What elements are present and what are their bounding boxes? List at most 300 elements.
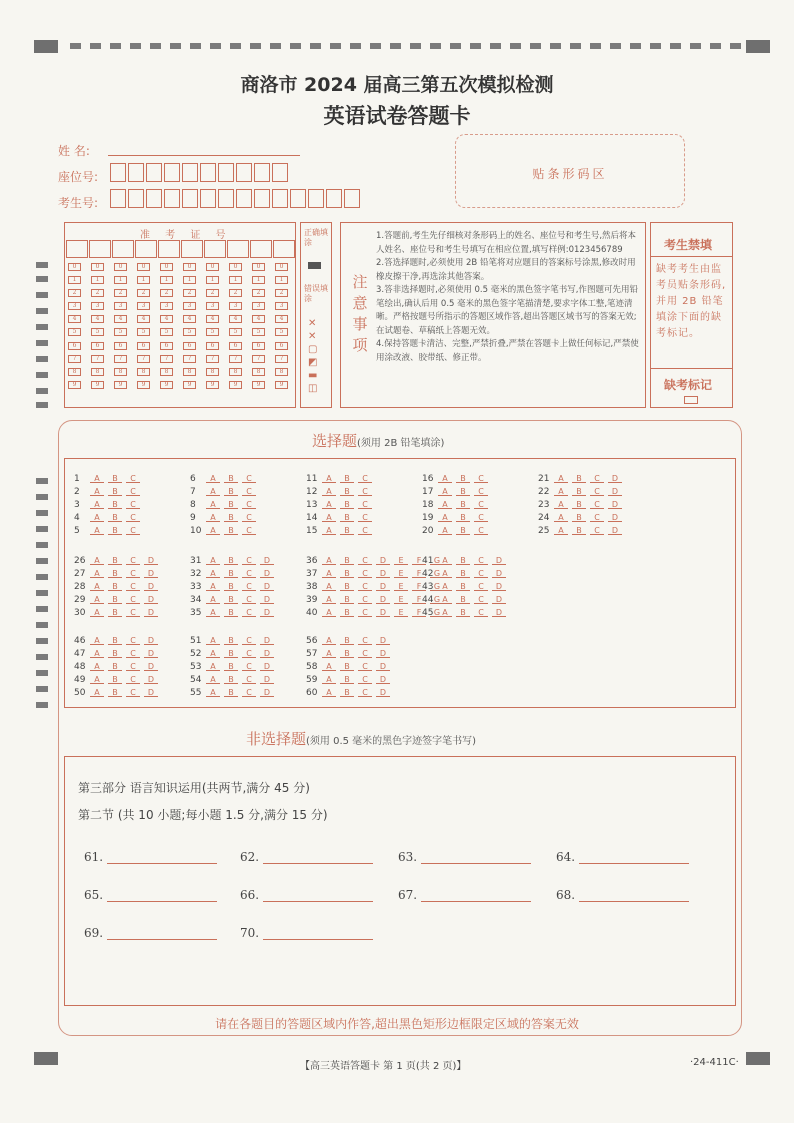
- exam-id-write-cell[interactable]: [135, 240, 157, 258]
- option-bubble[interactable]: B: [108, 689, 122, 697]
- option-bubble[interactable]: A: [90, 689, 104, 697]
- option-bubble[interactable]: B: [340, 488, 354, 496]
- exam-id-write-cell[interactable]: [66, 240, 88, 258]
- option-bubble[interactable]: A: [90, 676, 104, 684]
- option-bubble[interactable]: D: [376, 596, 390, 604]
- option-bubble[interactable]: A: [90, 475, 104, 483]
- option-bubble[interactable]: A: [322, 527, 336, 535]
- option-bubble[interactable]: C: [358, 663, 372, 671]
- exam-id-bubble[interactable]: 2: [137, 289, 150, 297]
- blank-70[interactable]: [240, 926, 373, 940]
- option-bubble[interactable]: C: [590, 501, 604, 509]
- option-bubble[interactable]: A: [90, 663, 104, 671]
- option-bubble[interactable]: C: [242, 488, 256, 496]
- option-bubble[interactable]: A: [206, 689, 220, 697]
- exam-id-bubble[interactable]: 7: [229, 355, 242, 363]
- option-bubble[interactable]: B: [108, 583, 122, 591]
- option-bubble[interactable]: C: [242, 475, 256, 483]
- option-bubble[interactable]: D: [608, 501, 622, 509]
- exam-id-bubble[interactable]: 5: [68, 328, 81, 336]
- option-bubble[interactable]: A: [322, 583, 336, 591]
- option-bubble[interactable]: A: [206, 514, 220, 522]
- exam-id-bubble[interactable]: 8: [91, 368, 104, 376]
- option-bubble[interactable]: B: [340, 650, 354, 658]
- option-bubble[interactable]: D: [260, 637, 274, 645]
- option-bubble[interactable]: B: [456, 488, 470, 496]
- option-bubble[interactable]: D: [260, 570, 274, 578]
- option-bubble[interactable]: A: [554, 488, 568, 496]
- option-bubble[interactable]: A: [438, 488, 452, 496]
- option-bubble[interactable]: E: [394, 609, 408, 617]
- option-bubble[interactable]: A: [90, 557, 104, 565]
- option-bubble[interactable]: D: [260, 676, 274, 684]
- exam-id-bubble[interactable]: 9: [91, 381, 104, 389]
- option-bubble[interactable]: C: [126, 596, 140, 604]
- seat-box[interactable]: [128, 163, 144, 182]
- exam-id-bubble[interactable]: 9: [160, 381, 173, 389]
- option-bubble[interactable]: A: [554, 527, 568, 535]
- option-bubble[interactable]: C: [126, 609, 140, 617]
- exam-id-bubble[interactable]: 5: [183, 328, 196, 336]
- option-bubble[interactable]: B: [572, 475, 586, 483]
- option-bubble[interactable]: B: [340, 557, 354, 565]
- blank-line[interactable]: [421, 890, 531, 902]
- exam-id-bubble[interactable]: 2: [206, 289, 219, 297]
- exam-id-bubble[interactable]: 5: [137, 328, 150, 336]
- option-bubble[interactable]: B: [224, 596, 238, 604]
- option-bubble[interactable]: B: [456, 527, 470, 535]
- blank-69[interactable]: [84, 926, 217, 940]
- option-bubble[interactable]: A: [438, 527, 452, 535]
- option-bubble[interactable]: B: [456, 583, 470, 591]
- option-bubble[interactable]: D: [144, 583, 158, 591]
- exam-box[interactable]: [182, 189, 198, 208]
- exam-id-bubble[interactable]: 7: [275, 355, 288, 363]
- exam-id-bubble[interactable]: 2: [91, 289, 104, 297]
- exam-id-bubble[interactable]: 1: [183, 276, 196, 284]
- exam-id-bubble[interactable]: 9: [137, 381, 150, 389]
- exam-id-bubble[interactable]: 8: [137, 368, 150, 376]
- option-bubble[interactable]: F: [412, 609, 426, 617]
- option-bubble[interactable]: B: [456, 557, 470, 565]
- option-bubble[interactable]: D: [492, 570, 506, 578]
- blank-line[interactable]: [107, 928, 217, 940]
- option-bubble[interactable]: A: [322, 514, 336, 522]
- option-bubble[interactable]: A: [554, 501, 568, 509]
- exam-id-bubble[interactable]: 6: [91, 342, 104, 350]
- exam-id-bubble[interactable]: 4: [183, 315, 196, 323]
- option-bubble[interactable]: B: [224, 689, 238, 697]
- option-bubble[interactable]: A: [206, 488, 220, 496]
- option-bubble[interactable]: F: [412, 583, 426, 591]
- option-bubble[interactable]: D: [260, 557, 274, 565]
- option-bubble[interactable]: D: [376, 689, 390, 697]
- option-bubble[interactable]: A: [322, 609, 336, 617]
- option-bubble[interactable]: A: [438, 557, 452, 565]
- exam-id-bubble[interactable]: 1: [137, 276, 150, 284]
- option-bubble[interactable]: G: [430, 570, 444, 578]
- option-bubble[interactable]: C: [358, 514, 372, 522]
- exam-id-bubble[interactable]: 8: [183, 368, 196, 376]
- exam-id-bubble[interactable]: 6: [206, 342, 219, 350]
- option-bubble[interactable]: B: [224, 609, 238, 617]
- option-bubble[interactable]: B: [108, 663, 122, 671]
- option-bubble[interactable]: D: [260, 583, 274, 591]
- exam-id-write-cell[interactable]: [273, 240, 295, 258]
- option-bubble[interactable]: A: [90, 488, 104, 496]
- option-bubble[interactable]: C: [474, 609, 488, 617]
- option-bubble[interactable]: C: [242, 689, 256, 697]
- option-bubble[interactable]: A: [322, 488, 336, 496]
- exam-id-bubble[interactable]: 8: [229, 368, 242, 376]
- option-bubble[interactable]: A: [322, 676, 336, 684]
- option-bubble[interactable]: A: [206, 637, 220, 645]
- option-bubble[interactable]: C: [242, 514, 256, 522]
- exam-id-bubble[interactable]: 5: [91, 328, 104, 336]
- option-bubble[interactable]: B: [224, 650, 238, 658]
- exam-id-bubble[interactable]: 8: [68, 368, 81, 376]
- option-bubble[interactable]: E: [394, 583, 408, 591]
- exam-id-bubble[interactable]: 2: [252, 289, 265, 297]
- option-bubble[interactable]: A: [90, 570, 104, 578]
- option-bubble[interactable]: A: [322, 663, 336, 671]
- exam-box[interactable]: [326, 189, 342, 208]
- exam-id-bubble[interactable]: 2: [183, 289, 196, 297]
- exam-id-bubble[interactable]: 0: [91, 263, 104, 271]
- option-bubble[interactable]: A: [438, 501, 452, 509]
- exam-id-bubble[interactable]: 2: [160, 289, 173, 297]
- exam-id-bubble[interactable]: 0: [275, 263, 288, 271]
- option-bubble[interactable]: E: [394, 596, 408, 604]
- option-bubble[interactable]: B: [108, 609, 122, 617]
- option-bubble[interactable]: E: [394, 557, 408, 565]
- option-bubble[interactable]: C: [590, 475, 604, 483]
- exam-id-write-cell[interactable]: [227, 240, 249, 258]
- exam-id-bubble[interactable]: 4: [252, 315, 265, 323]
- option-bubble[interactable]: C: [358, 475, 372, 483]
- exam-id-bubble[interactable]: 7: [160, 355, 173, 363]
- option-bubble[interactable]: B: [224, 583, 238, 591]
- option-bubble[interactable]: G: [430, 557, 444, 565]
- option-bubble[interactable]: C: [474, 514, 488, 522]
- option-bubble[interactable]: A: [90, 583, 104, 591]
- exam-id-bubble[interactable]: 1: [114, 276, 127, 284]
- option-bubble[interactable]: E: [394, 570, 408, 578]
- seat-box[interactable]: [146, 163, 162, 182]
- exam-id-bubble[interactable]: 6: [252, 342, 265, 350]
- option-bubble[interactable]: D: [260, 689, 274, 697]
- exam-box[interactable]: [254, 189, 270, 208]
- option-bubble[interactable]: A: [90, 596, 104, 604]
- option-bubble[interactable]: B: [108, 475, 122, 483]
- option-bubble[interactable]: A: [322, 501, 336, 509]
- option-bubble[interactable]: B: [456, 501, 470, 509]
- option-bubble[interactable]: D: [376, 583, 390, 591]
- option-bubble[interactable]: B: [572, 488, 586, 496]
- option-bubble[interactable]: C: [358, 689, 372, 697]
- exam-id-bubble[interactable]: 0: [137, 263, 150, 271]
- exam-id-bubble[interactable]: 6: [229, 342, 242, 350]
- exam-box[interactable]: [236, 189, 252, 208]
- exam-box[interactable]: [146, 189, 162, 208]
- exam-id-bubble[interactable]: 4: [91, 315, 104, 323]
- option-bubble[interactable]: D: [376, 609, 390, 617]
- option-bubble[interactable]: B: [340, 609, 354, 617]
- option-bubble[interactable]: D: [376, 637, 390, 645]
- option-bubble[interactable]: C: [242, 650, 256, 658]
- option-bubble[interactable]: C: [474, 596, 488, 604]
- option-bubble[interactable]: C: [358, 637, 372, 645]
- exam-box[interactable]: [164, 189, 180, 208]
- exam-id-bubble[interactable]: 0: [229, 263, 242, 271]
- exam-id-bubble[interactable]: 1: [68, 276, 81, 284]
- option-bubble[interactable]: A: [206, 663, 220, 671]
- option-bubble[interactable]: A: [554, 514, 568, 522]
- blank-62[interactable]: [240, 850, 373, 864]
- blank-67[interactable]: [398, 888, 531, 902]
- option-bubble[interactable]: A: [90, 609, 104, 617]
- exam-id-bubble[interactable]: 8: [275, 368, 288, 376]
- option-bubble[interactable]: C: [126, 637, 140, 645]
- exam-id-bubble[interactable]: 0: [206, 263, 219, 271]
- exam-id-bubble[interactable]: 1: [275, 276, 288, 284]
- exam-id-bubble[interactable]: 2: [68, 289, 81, 297]
- option-bubble[interactable]: B: [456, 609, 470, 617]
- option-bubble[interactable]: C: [126, 663, 140, 671]
- exam-id-bubble[interactable]: 3: [252, 302, 265, 310]
- option-bubble[interactable]: C: [126, 501, 140, 509]
- option-bubble[interactable]: A: [322, 557, 336, 565]
- option-bubble[interactable]: B: [456, 570, 470, 578]
- exam-id-bubble[interactable]: 4: [137, 315, 150, 323]
- absent-mark-box[interactable]: [684, 396, 698, 404]
- option-bubble[interactable]: A: [438, 514, 452, 522]
- option-bubble[interactable]: D: [376, 663, 390, 671]
- exam-id-bubble[interactable]: 0: [160, 263, 173, 271]
- option-bubble[interactable]: D: [260, 596, 274, 604]
- option-bubble[interactable]: B: [456, 596, 470, 604]
- option-bubble[interactable]: D: [376, 676, 390, 684]
- exam-id-write-cell[interactable]: [181, 240, 203, 258]
- option-bubble[interactable]: C: [242, 609, 256, 617]
- option-bubble[interactable]: D: [144, 650, 158, 658]
- option-bubble[interactable]: C: [126, 650, 140, 658]
- option-bubble[interactable]: F: [412, 596, 426, 604]
- exam-id-bubble[interactable]: 7: [114, 355, 127, 363]
- option-bubble[interactable]: B: [340, 514, 354, 522]
- blank-65[interactable]: [84, 888, 217, 902]
- option-bubble[interactable]: B: [224, 501, 238, 509]
- option-bubble[interactable]: D: [144, 609, 158, 617]
- exam-id-bubble[interactable]: 3: [91, 302, 104, 310]
- option-bubble[interactable]: B: [224, 557, 238, 565]
- exam-box[interactable]: [308, 189, 324, 208]
- exam-id-bubble[interactable]: 5: [206, 328, 219, 336]
- option-bubble[interactable]: D: [144, 676, 158, 684]
- exam-id-bubble[interactable]: 7: [206, 355, 219, 363]
- exam-box[interactable]: [290, 189, 306, 208]
- option-bubble[interactable]: B: [340, 663, 354, 671]
- exam-id-bubble[interactable]: 9: [229, 381, 242, 389]
- option-bubble[interactable]: G: [430, 596, 444, 604]
- blank-line[interactable]: [263, 928, 373, 940]
- option-bubble[interactable]: A: [206, 570, 220, 578]
- exam-box[interactable]: [200, 189, 216, 208]
- option-bubble[interactable]: C: [126, 475, 140, 483]
- option-bubble[interactable]: C: [474, 475, 488, 483]
- exam-id-bubble[interactable]: 3: [275, 302, 288, 310]
- option-bubble[interactable]: C: [358, 596, 372, 604]
- option-bubble[interactable]: B: [224, 570, 238, 578]
- option-bubble[interactable]: D: [608, 475, 622, 483]
- option-bubble[interactable]: C: [358, 583, 372, 591]
- option-bubble[interactable]: C: [242, 570, 256, 578]
- option-bubble[interactable]: C: [358, 488, 372, 496]
- seat-box[interactable]: [218, 163, 234, 182]
- exam-id-bubble[interactable]: 1: [91, 276, 104, 284]
- seat-box[interactable]: [236, 163, 252, 182]
- exam-id-bubble[interactable]: 2: [229, 289, 242, 297]
- exam-id-bubble[interactable]: 9: [252, 381, 265, 389]
- exam-id-bubble[interactable]: 1: [160, 276, 173, 284]
- exam-id-write-cell[interactable]: [250, 240, 272, 258]
- exam-id-bubble[interactable]: 0: [252, 263, 265, 271]
- exam-id-bubble[interactable]: 6: [275, 342, 288, 350]
- option-bubble[interactable]: B: [340, 583, 354, 591]
- exam-box[interactable]: [110, 189, 126, 208]
- option-bubble[interactable]: C: [242, 663, 256, 671]
- option-bubble[interactable]: B: [340, 475, 354, 483]
- exam-box[interactable]: [272, 189, 288, 208]
- option-bubble[interactable]: A: [322, 689, 336, 697]
- exam-id-bubble[interactable]: 3: [160, 302, 173, 310]
- exam-id-bubble[interactable]: 6: [160, 342, 173, 350]
- exam-id-write-cell[interactable]: [112, 240, 134, 258]
- option-bubble[interactable]: C: [474, 488, 488, 496]
- exam-id-bubble[interactable]: 7: [137, 355, 150, 363]
- exam-id-bubble[interactable]: 6: [183, 342, 196, 350]
- option-bubble[interactable]: B: [224, 488, 238, 496]
- exam-id-bubble[interactable]: 5: [229, 328, 242, 336]
- option-bubble[interactable]: B: [108, 501, 122, 509]
- exam-id-bubble[interactable]: 3: [137, 302, 150, 310]
- option-bubble[interactable]: A: [90, 501, 104, 509]
- exam-box[interactable]: [128, 189, 144, 208]
- option-bubble[interactable]: B: [340, 689, 354, 697]
- option-bubble[interactable]: A: [206, 527, 220, 535]
- option-bubble[interactable]: F: [412, 557, 426, 565]
- exam-id-bubble[interactable]: 4: [68, 315, 81, 323]
- option-bubble[interactable]: A: [438, 570, 452, 578]
- option-bubble[interactable]: A: [90, 527, 104, 535]
- option-bubble[interactable]: D: [376, 570, 390, 578]
- blank-line[interactable]: [579, 890, 689, 902]
- exam-id-bubble[interactable]: 3: [68, 302, 81, 310]
- exam-id-bubble[interactable]: 7: [252, 355, 265, 363]
- exam-number-boxes[interactable]: [110, 189, 362, 208]
- option-bubble[interactable]: B: [340, 527, 354, 535]
- option-bubble[interactable]: B: [572, 501, 586, 509]
- option-bubble[interactable]: A: [554, 475, 568, 483]
- exam-id-bubble[interactable]: 0: [68, 263, 81, 271]
- option-bubble[interactable]: D: [144, 663, 158, 671]
- option-bubble[interactable]: B: [108, 488, 122, 496]
- option-bubble[interactable]: B: [224, 663, 238, 671]
- exam-id-bubble[interactable]: 9: [114, 381, 127, 389]
- option-bubble[interactable]: B: [108, 514, 122, 522]
- option-bubble[interactable]: A: [206, 676, 220, 684]
- exam-id-bubble[interactable]: 3: [183, 302, 196, 310]
- exam-id-bubble[interactable]: 6: [68, 342, 81, 350]
- option-bubble[interactable]: C: [474, 557, 488, 565]
- option-bubble[interactable]: B: [108, 637, 122, 645]
- seat-box[interactable]: [164, 163, 180, 182]
- option-bubble[interactable]: D: [492, 583, 506, 591]
- option-bubble[interactable]: A: [322, 596, 336, 604]
- option-bubble[interactable]: C: [242, 583, 256, 591]
- seat-box[interactable]: [272, 163, 288, 182]
- option-bubble[interactable]: C: [242, 637, 256, 645]
- option-bubble[interactable]: C: [358, 609, 372, 617]
- exam-id-bubble[interactable]: 8: [252, 368, 265, 376]
- seat-box[interactable]: [110, 163, 126, 182]
- option-bubble[interactable]: D: [608, 488, 622, 496]
- option-bubble[interactable]: B: [340, 637, 354, 645]
- exam-id-bubble[interactable]: 0: [114, 263, 127, 271]
- option-bubble[interactable]: A: [322, 570, 336, 578]
- blank-line[interactable]: [579, 852, 689, 864]
- option-bubble[interactable]: A: [206, 596, 220, 604]
- exam-id-bubble[interactable]: 9: [206, 381, 219, 389]
- option-bubble[interactable]: A: [322, 650, 336, 658]
- exam-id-bubble[interactable]: 4: [114, 315, 127, 323]
- option-bubble[interactable]: B: [340, 570, 354, 578]
- exam-id-bubble[interactable]: 1: [206, 276, 219, 284]
- blank-63[interactable]: [398, 850, 531, 864]
- option-bubble[interactable]: C: [242, 527, 256, 535]
- exam-id-bubble[interactable]: 8: [206, 368, 219, 376]
- option-bubble[interactable]: C: [474, 583, 488, 591]
- option-bubble[interactable]: D: [608, 527, 622, 535]
- exam-id-bubble[interactable]: 5: [252, 328, 265, 336]
- exam-box[interactable]: [218, 189, 234, 208]
- option-bubble[interactable]: B: [224, 637, 238, 645]
- option-bubble[interactable]: B: [340, 676, 354, 684]
- option-bubble[interactable]: D: [144, 557, 158, 565]
- exam-id-bubble[interactable]: 9: [275, 381, 288, 389]
- option-bubble[interactable]: C: [242, 501, 256, 509]
- option-bubble[interactable]: B: [108, 596, 122, 604]
- option-bubble[interactable]: D: [492, 557, 506, 565]
- exam-id-bubble[interactable]: 7: [68, 355, 81, 363]
- blank-64[interactable]: [556, 850, 689, 864]
- option-bubble[interactable]: C: [126, 514, 140, 522]
- seat-box[interactable]: [254, 163, 270, 182]
- option-bubble[interactable]: D: [144, 570, 158, 578]
- option-bubble[interactable]: B: [340, 501, 354, 509]
- option-bubble[interactable]: B: [108, 650, 122, 658]
- option-bubble[interactable]: D: [144, 596, 158, 604]
- seat-box[interactable]: [200, 163, 216, 182]
- option-bubble[interactable]: A: [206, 501, 220, 509]
- option-bubble[interactable]: A: [206, 475, 220, 483]
- option-bubble[interactable]: C: [474, 570, 488, 578]
- exam-id-bubble[interactable]: 8: [160, 368, 173, 376]
- option-bubble[interactable]: C: [358, 527, 372, 535]
- option-bubble[interactable]: C: [126, 557, 140, 565]
- exam-id-bubble[interactable]: 7: [183, 355, 196, 363]
- exam-id-bubble[interactable]: 3: [206, 302, 219, 310]
